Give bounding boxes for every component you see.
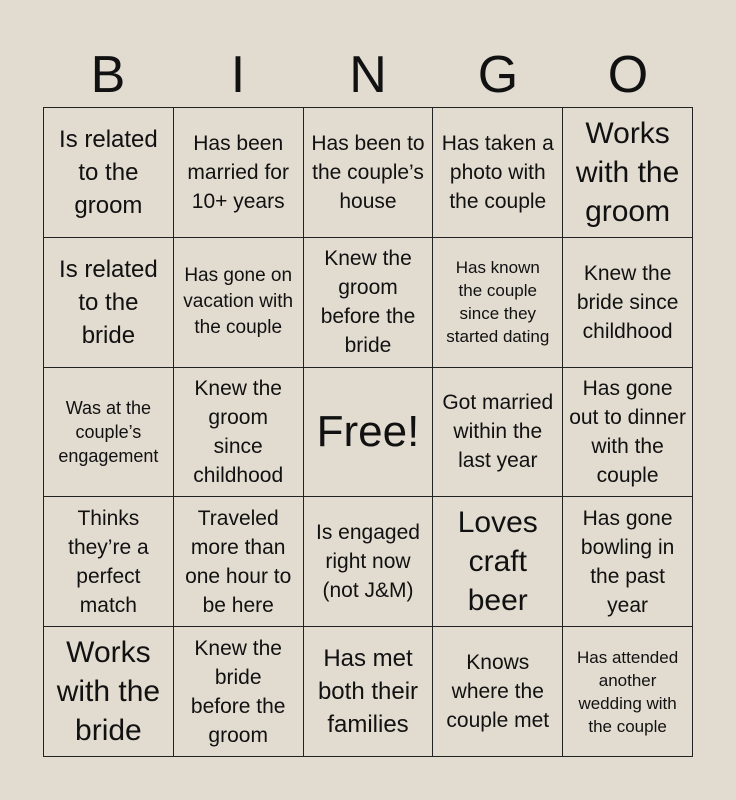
cell-text: Works with the groom — [575, 116, 680, 228]
cell-text: Has been to the couple’s house — [311, 131, 425, 213]
header-letter-b: B — [90, 46, 126, 104]
header-letter-o: O — [607, 46, 649, 104]
bingo-cell[interactable] — [44, 238, 174, 368]
bingo-cell[interactable] — [433, 238, 563, 368]
bingo-cell[interactable] — [174, 497, 304, 627]
bingo-cell[interactable] — [44, 108, 174, 238]
cell-text: Has gone on vacation with the couple — [183, 265, 294, 339]
bingo-cell[interactable] — [304, 627, 434, 757]
cell-text: Has attended another wedding with the couple — [577, 647, 679, 736]
bingo-cell[interactable] — [433, 497, 563, 627]
cell-text: Knew the groom before the bride — [320, 247, 416, 358]
cell-text: Is related to the groom — [59, 125, 158, 219]
cell-text: Got married within the last year — [442, 391, 554, 473]
cell-text: Has been married for 10+ years — [187, 131, 289, 213]
cell-text: Has taken a photo with the couple — [441, 131, 554, 213]
bingo-cell[interactable] — [174, 108, 304, 238]
bingo-cell[interactable] — [174, 238, 304, 368]
bingo-cell[interactable] — [304, 238, 434, 368]
header-letter-i: I — [230, 46, 246, 104]
bingo-cell[interactable] — [44, 368, 174, 498]
bingo-cell[interactable] — [563, 238, 693, 368]
cell-text: Has gone out to dinner with the couple — [569, 376, 686, 487]
cell-text: Has known the couple since they started dating — [446, 258, 550, 347]
bingo-cell[interactable] — [174, 627, 304, 757]
cell-text: Has gone bowling in the past year — [580, 506, 675, 617]
bingo-cell[interactable] — [563, 627, 693, 757]
bingo-cell[interactable] — [433, 627, 563, 757]
cell-text: Has met both their families — [317, 645, 419, 739]
cell-text: Knows where the couple met — [446, 651, 550, 733]
cell-text: Is engaged right now (not J&M) — [316, 521, 420, 603]
cell-text: Works with the bride — [56, 636, 161, 748]
cell-text: Knew the bride since childhood — [576, 261, 679, 343]
cell-text: Knew the groom since childhood — [193, 376, 284, 487]
cell-text: Thinks they’re a perfect match — [68, 506, 149, 617]
cell-text: Was at the couple’s engagement — [58, 397, 159, 466]
bingo-grid — [43, 107, 693, 757]
cell-text: Loves craft beer — [457, 506, 538, 618]
cell-text: Is related to the bride — [59, 255, 158, 349]
cell-text: Knew the bride before the groom — [190, 636, 286, 747]
header-letter-n: N — [349, 46, 387, 104]
free-space-text: Free! — [316, 406, 420, 456]
bingo-cell[interactable] — [563, 108, 693, 238]
bingo-cell[interactable] — [433, 368, 563, 498]
bingo-cell[interactable] — [44, 497, 174, 627]
bingo-cell[interactable] — [304, 497, 434, 627]
free-space[interactable] — [304, 368, 434, 498]
bingo-cell[interactable] — [44, 627, 174, 757]
header-letter-g: G — [477, 46, 519, 104]
bingo-cell[interactable] — [174, 368, 304, 498]
bingo-cell[interactable] — [563, 368, 693, 498]
bingo-header — [43, 44, 693, 106]
bingo-cell[interactable] — [563, 497, 693, 627]
bingo-cell[interactable] — [433, 108, 563, 238]
bingo-cell[interactable] — [304, 108, 434, 238]
cell-text: Traveled more than one hour to be here — [185, 506, 292, 617]
